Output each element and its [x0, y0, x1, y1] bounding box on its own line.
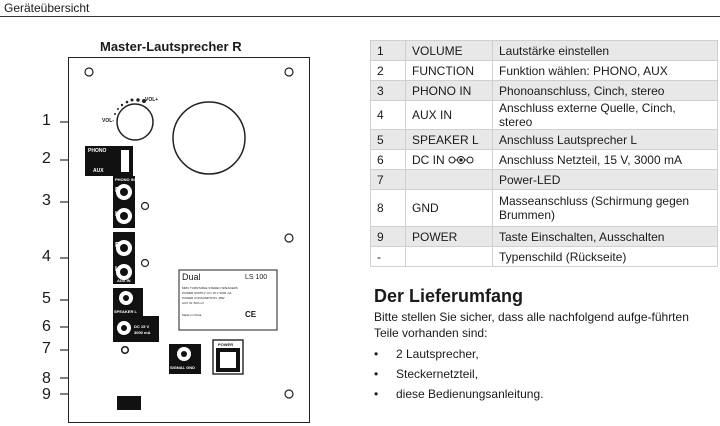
- table-row: [371, 130, 718, 150]
- signal-gnd-label: SIGNAL GND: [170, 365, 196, 370]
- row-name: GND: [406, 190, 493, 227]
- row-name: SPEAKER L: [406, 130, 493, 150]
- type-plate-line2: POWER SUPPLY: DC 15 V 3000 mA: [182, 291, 232, 295]
- dc-in-line2: 3000 mA: [134, 330, 151, 335]
- callout-7: 7: [42, 340, 51, 357]
- row-description: Typenschild (Rückseite): [493, 247, 718, 267]
- speaker-back-panel: [68, 57, 310, 423]
- callout-1: 1: [42, 112, 51, 129]
- row-description: Anschluss Netzteil, 15 V, 3000 mA: [493, 150, 718, 170]
- row-name: [406, 247, 493, 267]
- callout-9: 9: [42, 386, 51, 403]
- ce-mark: CE: [245, 310, 257, 319]
- bullet-icon: •: [374, 347, 379, 361]
- table-row: [371, 170, 718, 190]
- table-row: [371, 41, 718, 61]
- type-plate-brand: Dual: [182, 272, 201, 282]
- row-number: -: [371, 247, 406, 267]
- row-name: AUX IN: [406, 101, 493, 130]
- list-item: [374, 366, 543, 386]
- phono-r-label: R: [115, 187, 121, 194]
- dc-in-line1: DC 15 V: [134, 324, 150, 329]
- row-name: [406, 170, 493, 190]
- row-description: Phonoanschluss, Cinch, stereo: [493, 81, 718, 101]
- row-number: 8: [371, 190, 406, 227]
- row-description: Anschluss externe Quelle, Cinch, stereo: [493, 101, 718, 130]
- table-row: [371, 190, 718, 227]
- row-name: DC IN: [412, 152, 445, 167]
- row-name: FUNCTION: [406, 61, 493, 81]
- phono-switch-label: PHONO: [88, 148, 107, 154]
- bass-port: [173, 102, 245, 174]
- row-name: POWER: [406, 227, 493, 247]
- scope-list: [374, 346, 543, 406]
- callout-2: 2: [42, 150, 51, 167]
- aux-switch-label: AUX: [93, 168, 104, 174]
- list-item: [374, 346, 543, 366]
- type-plate-line1: MMC TURNTABLE STEREO SPEAKERS: [182, 286, 238, 290]
- vol-minus-label: VOL-: [102, 118, 114, 124]
- row-description: Lautstärke einstellen: [493, 41, 718, 61]
- row-number: 1: [371, 41, 406, 61]
- row-name: PHONO IN: [406, 81, 493, 101]
- list-item-text: Steckernetzteil,: [396, 367, 479, 381]
- phono-l-label: L: [115, 211, 120, 218]
- callout-6: 6: [42, 318, 51, 335]
- row-number: 6: [371, 150, 406, 170]
- row-name: VOLUME: [406, 41, 493, 61]
- table-row: [371, 81, 718, 101]
- type-plate-line3: POWER CONSUMPTION: 45W: [182, 296, 225, 300]
- figure-title: Master-Lautsprecher R: [100, 39, 242, 54]
- row-number: 2: [371, 61, 406, 81]
- vol-plus-label: VOL+: [145, 97, 159, 103]
- table-row: [371, 150, 718, 170]
- type-plate-line4: AUX IN: 500 mV: [182, 301, 205, 305]
- section-title: Geräteübersicht: [4, 1, 90, 15]
- row-number: 3: [371, 81, 406, 101]
- row-description: Anschluss Lautsprecher L: [493, 130, 718, 150]
- speaker-l-label: SPEAKER L: [114, 309, 137, 314]
- component-table: [370, 40, 718, 267]
- bullet-icon: •: [374, 387, 379, 401]
- callout-3: 3: [42, 192, 51, 209]
- row-description: Funktion wählen: PHONO, AUX: [493, 61, 718, 81]
- table-row: [371, 227, 718, 247]
- function-label: FUNCTION: [132, 149, 137, 170]
- table-row: [371, 247, 718, 267]
- row-number: 4: [371, 101, 406, 130]
- dc-polarity-icon: [448, 155, 474, 165]
- row-description: Power-LED: [493, 170, 718, 190]
- type-plate-model: LS 100: [245, 274, 268, 281]
- volume-knob: [117, 104, 153, 140]
- aux-r-label: R: [115, 242, 121, 249]
- row-number: 9: [371, 227, 406, 247]
- list-item: [374, 386, 543, 406]
- row-description: Taste Einschalten, Ausschalten: [493, 227, 718, 247]
- callout-4: 4: [42, 248, 51, 265]
- list-item-text: 2 Lautsprecher,: [396, 347, 479, 361]
- callout-8: 8: [42, 370, 51, 387]
- scope-heading: Der Lieferumfang: [374, 286, 524, 306]
- list-item-text: diese Bedienungsanleitung.: [396, 387, 544, 401]
- row-description: Masseanschluss (Schirmung gegen Brummen): [493, 190, 718, 227]
- type-plate-made-in: Made in China: [182, 313, 202, 317]
- row-number: 5: [371, 130, 406, 150]
- aux-l-label: L: [115, 266, 120, 273]
- phono-in-label: PHONO IN: [115, 177, 135, 182]
- bullet-icon: •: [374, 367, 379, 381]
- callout-5: 5: [42, 290, 51, 307]
- aux-in-label: AUX IN: [117, 278, 131, 283]
- table-row: [371, 61, 718, 81]
- table-row: [371, 101, 718, 130]
- scope-intro: Bitte stellen Sie sicher, dass alle nachfolgend aufge-führten Teile vorhanden sind:: [374, 310, 689, 340]
- row-number: 7: [371, 170, 406, 190]
- power-switch-label: POWER: [218, 342, 234, 347]
